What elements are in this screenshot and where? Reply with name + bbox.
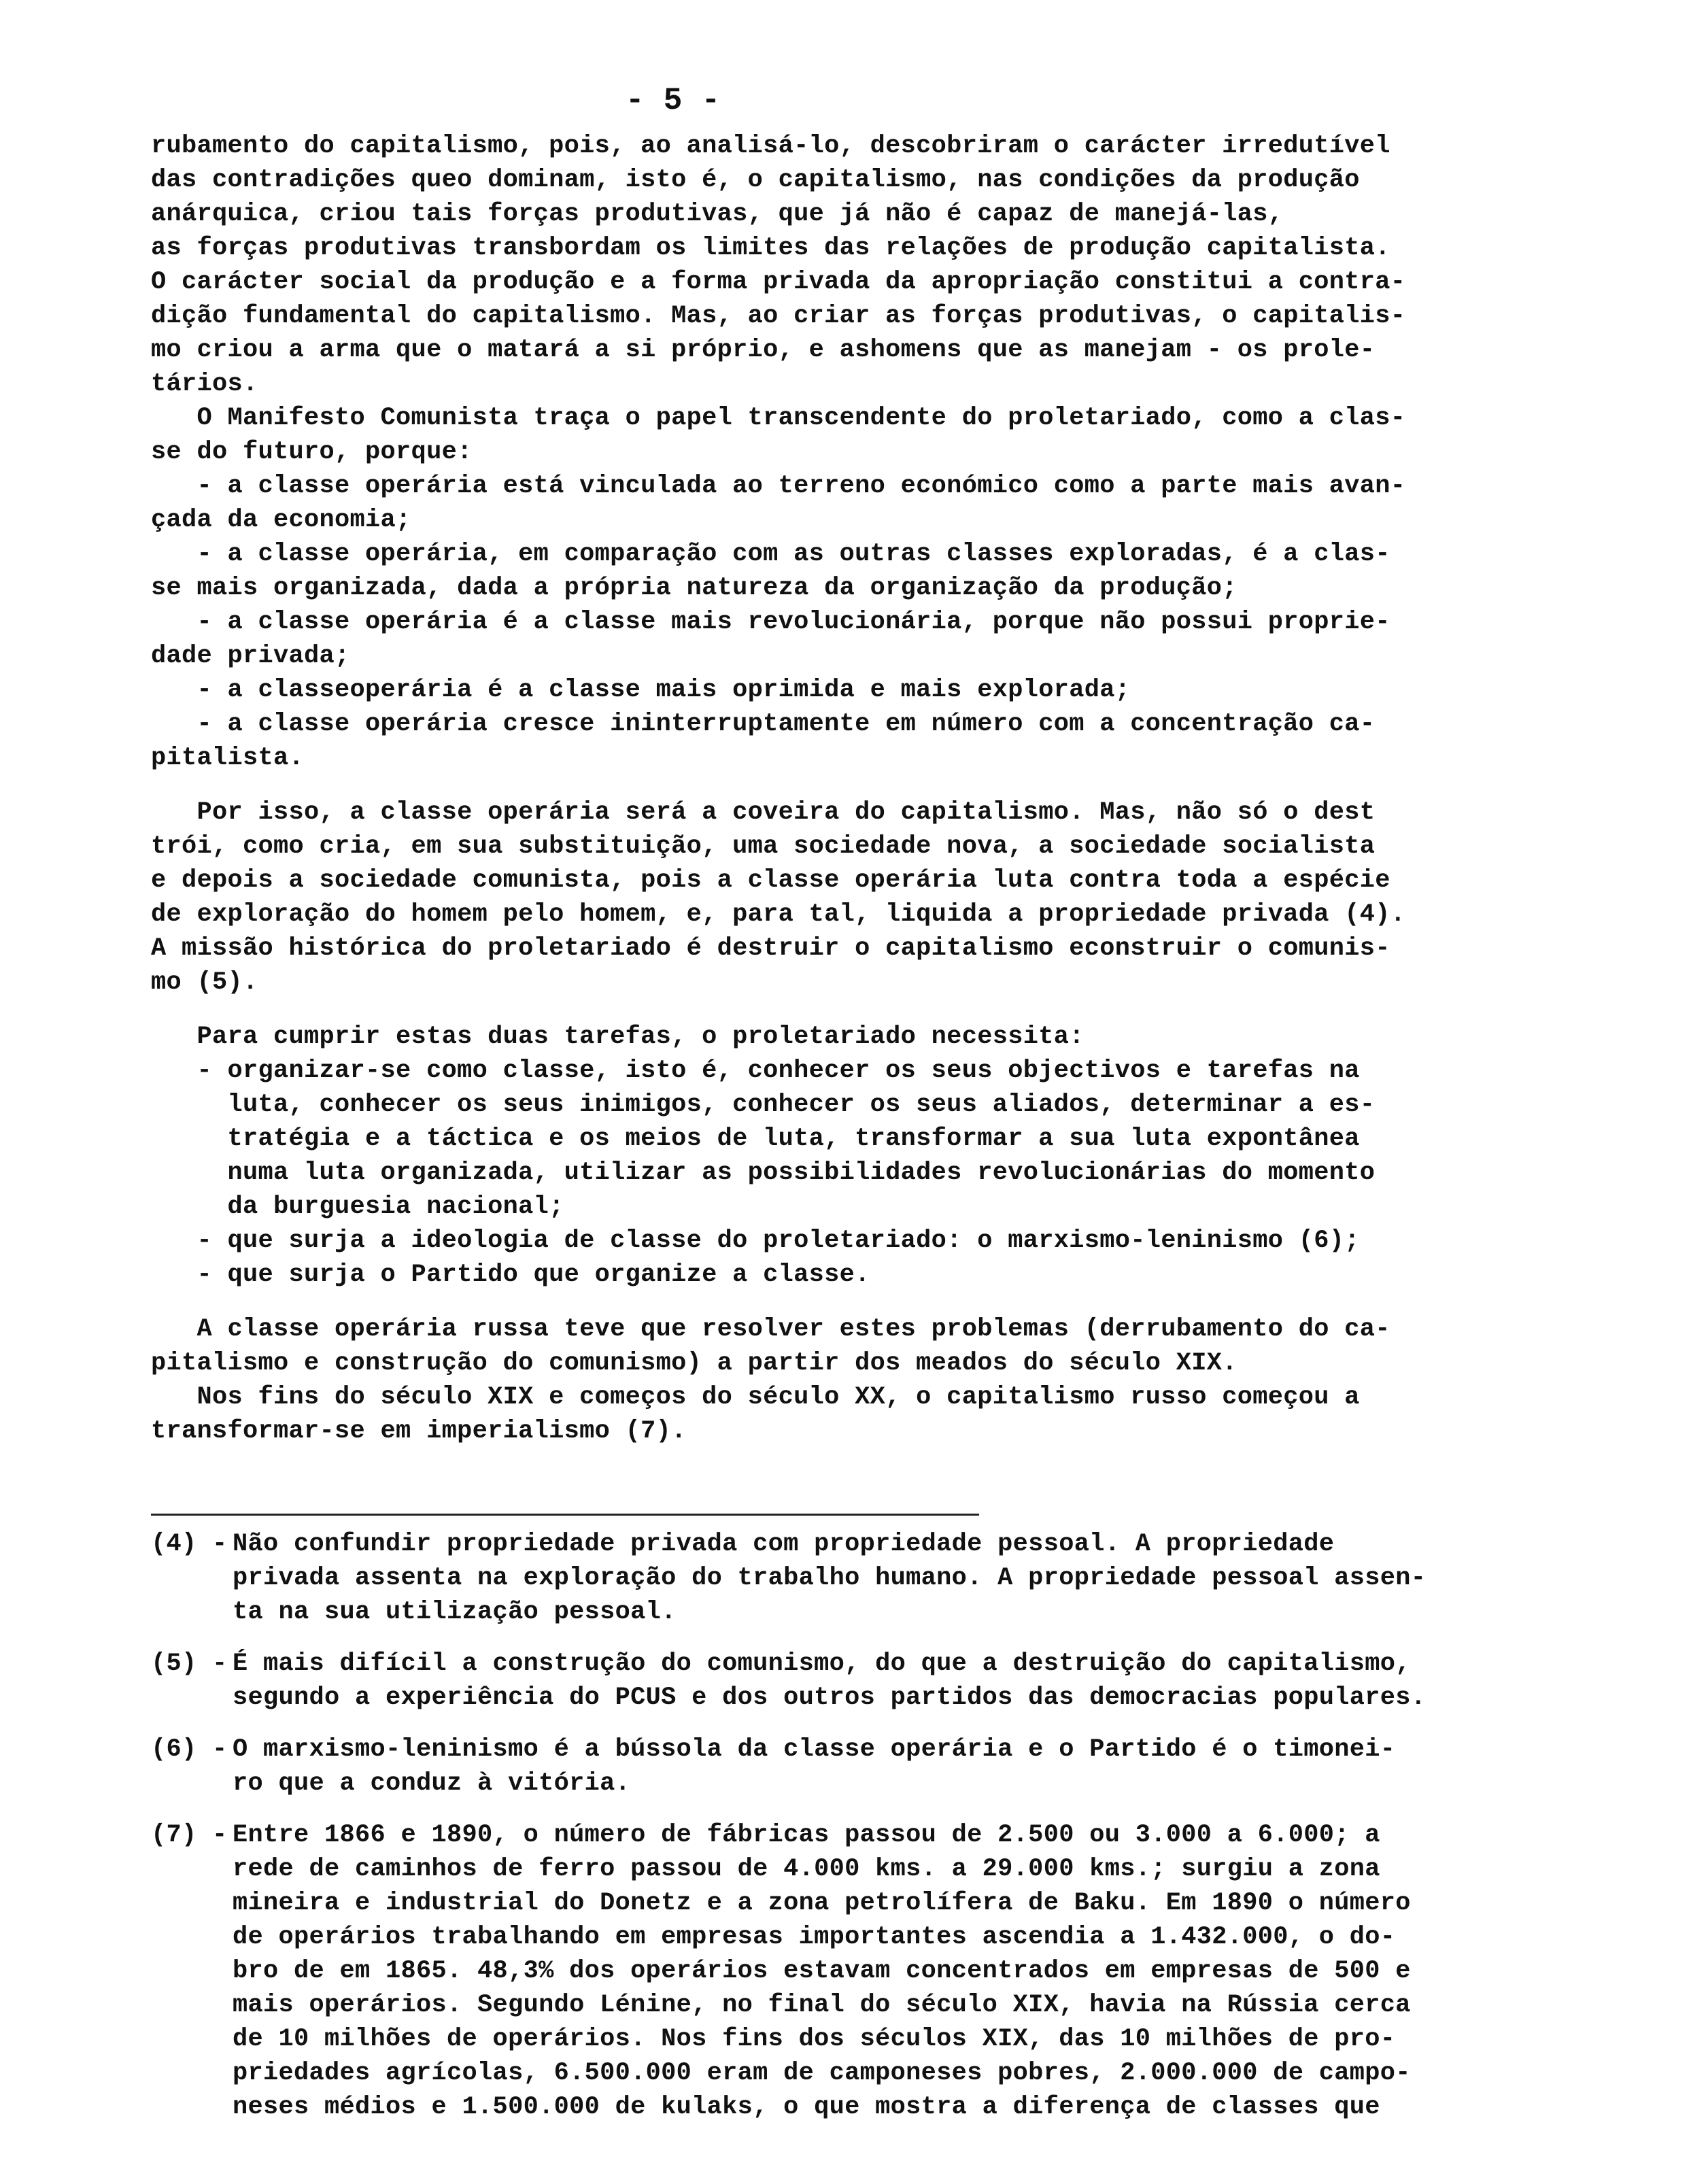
body-line: tários. <box>151 370 258 398</box>
footnote-line: Não confundir propriedade privada com propriedade pessoal. A propriedade <box>233 1530 1335 1558</box>
body-line: Para cumprir estas duas tarefas, o proletariado necessita: <box>151 1023 1084 1051</box>
footnote-line: neses médios e 1.500.000 de kulaks, o que mostra a diferença de classes que <box>233 2093 1380 2121</box>
body-line: pitalismo e construção do comunismo) a partir dos meados do século XIX. <box>151 1349 1237 1378</box>
footnote-text <box>233 1527 1426 1629</box>
body-line: transformar-se em imperialismo (7). <box>151 1417 687 1446</box>
body-line: da burguesia nacional; <box>151 1193 564 1221</box>
body-line: luta, conhecer os seus inimigos, conhecer os seus aliados, determinar a es- <box>151 1091 1376 1119</box>
footnote-text <box>233 1733 1395 1801</box>
footnote-text <box>233 1818 1411 2124</box>
footnote-label: (7) - <box>151 1821 228 1849</box>
body-line: Nos fins do século XIX e começos do século XX, o capitalismo russo começou a <box>151 1383 1360 1412</box>
footnote-label: (6) - <box>151 1735 228 1764</box>
footnote-line: rede de caminhos de ferro passou de 4.000 kms. a 29.000 kms.; surgiu a zona <box>233 1855 1380 1883</box>
body-line: O Manifesto Comunista traça o papel transcendente do proletariado, como a clas- <box>151 404 1406 432</box>
body-line: - a classe operária é a classe mais revolucionária, porque não possui proprie- <box>151 608 1390 636</box>
footnote <box>151 1818 1667 2124</box>
body-line: de exploração do homem pelo homem, e, para tal, liquida a propriedade privada (4). <box>151 900 1406 929</box>
footnote-line: É mais difícil a construção do comunismo, do que a destruição do capitalismo, <box>233 1650 1411 1678</box>
footnotes <box>151 1527 1667 2142</box>
footnote <box>151 1647 1667 1715</box>
footnote-line: privada assenta na exploração do trabalho humano. A propriedade pessoal assen- <box>233 1564 1427 1592</box>
body-line: numa luta organizada, utilizar as possibilidades revolucionárias do momento <box>151 1159 1376 1187</box>
paragraph-gap <box>151 775 1654 796</box>
footnote-separator <box>151 1514 979 1516</box>
body-line: anárquica, criou tais forças produtivas, que já não é capaz de manejá-las, <box>151 200 1284 228</box>
body-line: - a classe operária, em comparação com as outras classes exploradas, é a clas- <box>151 540 1390 568</box>
footnote-line: bro de em 1865. 48,3% dos operários estavam concentrados em empresas de 500 e <box>233 1957 1411 1985</box>
paragraph-gap <box>151 1292 1654 1312</box>
footnote-label: (5) - <box>151 1650 228 1678</box>
body-line: A classe operária russa teve que resolver estes problemas (derrubamento do ca- <box>151 1315 1390 1344</box>
body-line: se do futuro, porque: <box>151 438 473 466</box>
body-line: e depois a sociedade comunista, pois a classe operária luta contra toda a espécie <box>151 866 1390 895</box>
footnote <box>151 1733 1667 1801</box>
body-line: dição fundamental do capitalismo. Mas, ao criar as forças produtivas, o capitalis- <box>151 302 1406 330</box>
footnote <box>151 1527 1667 1629</box>
body-text <box>151 129 1654 1448</box>
body-line: - que surja a ideologia de classe do proletariado: o marxismo-leninismo (6); <box>151 1227 1360 1255</box>
body-line: Por isso, a classe operária será a coveira do capitalismo. Mas, não só o dest <box>151 798 1376 827</box>
body-line: A missão histórica do proletariado é destruir o capitalismo econstruir o comunis- <box>151 934 1390 963</box>
footnote-line: O marxismo-leninismo é a bússola da classe operária e o Partido é o timonei- <box>233 1735 1396 1764</box>
footnote-line: ta na sua utilização pessoal. <box>233 1598 677 1626</box>
body-line: rubamento do capitalismo, pois, ao analisá-lo, descobriram o carácter irredutível <box>151 132 1390 160</box>
footnote-line: mais operários. Segundo Lénine, no final do século XIX, havia na Rússia cerca <box>233 1991 1411 2019</box>
footnote-label: (4) - <box>151 1530 228 1558</box>
footnote-line: de operários trabalhando em empresas importantes ascendia a 1.432.000, o do- <box>233 1923 1396 1951</box>
body-line: mo criou a arma que o matará a si próprio, e ashomens que as manejam - os prole- <box>151 336 1376 364</box>
footnote-text <box>233 1647 1426 1715</box>
body-line: - a classe operária está vinculada ao terreno económico como a parte mais avan- <box>151 472 1406 500</box>
body-line: - a classeoperária é a classe mais oprimida e mais explorada; <box>151 676 1131 704</box>
footnote-line: Entre 1866 e 1890, o número de fábricas passou de 2.500 ou 3.000 a 6.000; a <box>233 1821 1380 1849</box>
footnote-line: priedades agrícolas, 6.500.000 eram de camponeses pobres, 2.000.000 de campo- <box>233 2059 1411 2087</box>
body-line: tratégia e a táctica e os meios de luta, transformar a sua luta expontânea <box>151 1125 1360 1153</box>
body-line: as forças produtivas transbordam os limites das relações de produção capitalista. <box>151 234 1390 262</box>
body-line: dade privada; <box>151 642 350 670</box>
body-line: çada da economia; <box>151 506 411 534</box>
footnote-line: mineira e industrial do Donetz e a zona petrolífera de Baku. Em 1890 o número <box>233 1889 1411 1917</box>
body-line: pitalista. <box>151 744 305 772</box>
body-line: das contradições queo dominam, isto é, o capitalismo, nas condições da produção <box>151 166 1360 194</box>
body-line: O carácter social da produção e a forma privada da apropriação constitui a contra- <box>151 268 1406 296</box>
footnote-line: segundo a experiência do PCUS e dos outros partidos das democracias populares. <box>233 1684 1427 1712</box>
body-line: trói, como cria, em sua substituição, uma sociedade nova, a sociedade socialista <box>151 832 1376 861</box>
body-line: - a classe operária cresce ininterruptamente em número com a concentração ca- <box>151 710 1376 738</box>
body-line: - que surja o Partido que organize a classe. <box>151 1261 870 1289</box>
body-line: - organizar-se como classe, isto é, conhecer os seus objectivos e tarefas na <box>151 1057 1360 1085</box>
body-line: se mais organizada, dada a própria natureza da organização da produção; <box>151 574 1237 602</box>
page-number: - 5 - <box>626 83 721 118</box>
paragraph-gap <box>151 1000 1654 1020</box>
footnote-line: de 10 milhões de operários. Nos fins dos séculos XIX, das 10 milhões de pro- <box>233 2025 1396 2053</box>
body-line: mo (5). <box>151 968 258 997</box>
footnote-line: ro que a conduz à vitória. <box>233 1769 631 1798</box>
